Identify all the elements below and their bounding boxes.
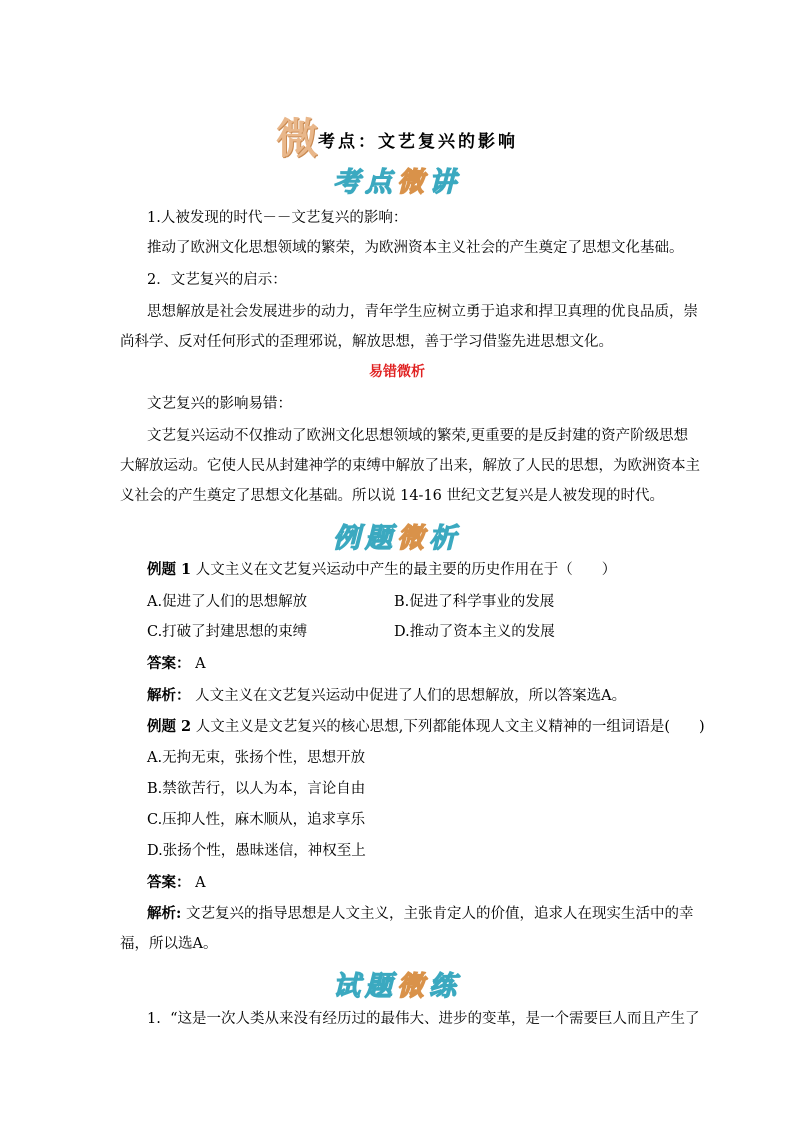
q2-explanation-label: 解析:: [147, 905, 182, 922]
q2-answer: [147, 873, 206, 893]
q2-option-a: A.无拘无束，张扬个性，思想开放: [147, 750, 366, 766]
q1-answer: [147, 654, 206, 674]
q1-option-a: A.促进了人们的思想解放: [147, 594, 308, 610]
q1-explanation-label: 解析：: [147, 687, 191, 704]
banner-liti-hl: 微: [397, 523, 429, 554]
kaodian-line-4: 思想解放是社会发展进步的动力，青年学生应树立勇于追求和捍卫真理的优良品质，崇: [147, 304, 698, 320]
q2-option-c: C.压抑人性，麻木顺从，追求享乐: [147, 812, 366, 828]
q2-option-d: D.张扬个性，愚昧迷信，神权至上: [147, 843, 366, 859]
q1-option-d: D.推动了资本主义的发展: [394, 624, 555, 640]
practice-question-1: [147, 1009, 699, 1029]
banner-kaodian-post: 讲: [429, 167, 461, 198]
q1-answer-label: 答案：: [147, 655, 191, 672]
q2-explanation-text-2: 福，所以选A。: [120, 936, 218, 952]
banner-shiti-hl: 微: [397, 971, 429, 1002]
q2-option-b: B.禁欲苦行，以人为本，言论自由: [147, 781, 366, 797]
yicuo-heading: 易错微析: [369, 364, 425, 380]
yicuo-line-2: 文艺复兴运动不仅推动了欧洲文化思想领域的繁荣,更重要的是反封建的资产阶级思想: [147, 428, 689, 444]
banner-kaodian-pre: 考点: [333, 167, 397, 198]
q1-option-b: B.促进了科学事业的发展: [394, 594, 555, 610]
q2-stem-text: 人文主义是文艺复兴的核心思想,下列都能体现人文主义精神的一组词语是( ): [191, 719, 705, 735]
q2-explanation: [147, 904, 693, 924]
practice-number: 1.: [147, 1011, 161, 1027]
yicuo-line-3: 大解放运动。它使人民从封建神学的束缚中解放了出来，解放了人民的思想，为欧洲资本主: [120, 458, 700, 474]
kaodian-line-3: 2．文艺复兴的启示：: [147, 272, 287, 288]
kaodian-line-5: 尚科学、反对任何形式的歪理邪说，解放思想，善于学习借鉴先进思想文化。: [120, 334, 613, 350]
practice-text: “这是一次人类从来没有经历过的最伟大、进步的变革，是一个需要巨人而且产生了: [170, 1011, 700, 1027]
title-text: 考点：文艺复兴的影响: [318, 132, 518, 152]
banner-shiti-pre: 试题: [333, 971, 397, 1002]
banner-shiti: [0, 964, 794, 1003]
q2-stem: [147, 717, 705, 737]
q2-answer-value: A: [190, 875, 206, 891]
q1-stem: [147, 560, 616, 580]
yicuo-line-4: 义社会的产生奠定了思想文化基础。所以说 14-16 世纪文艺复兴是人被发现的时代。: [120, 488, 665, 504]
banner-kaodian-hl: 微: [397, 167, 429, 198]
q1-label: 例题 1: [147, 561, 192, 578]
banner-liti-post: 析: [429, 523, 461, 554]
page-title: [0, 106, 794, 163]
banner-shiti-post: 练: [429, 971, 461, 1002]
banner-liti: [0, 516, 794, 555]
banner-kaodian: [0, 160, 794, 199]
q1-option-c: C.打破了封建思想的束缚: [147, 624, 308, 640]
banner-liti-pre: 例题: [333, 523, 397, 554]
title-wei-glyph: 微: [275, 114, 318, 163]
q2-label: 例题 2: [147, 718, 192, 735]
q1-explanation-text: 人文主义在文艺复兴运动中促进了人们的思想解放，所以答案选A。: [190, 688, 627, 704]
yicuo-line-1: 文艺复兴的影响易错：: [147, 396, 292, 412]
q1-stem-text: 人文主义在文艺复兴运动中产生的最主要的历史作用在于（ ）: [191, 562, 617, 578]
q1-answer-value: A: [190, 656, 206, 672]
q2-explanation-text-1: 文艺复兴的指导思想是人文主义，主张肯定人的价值，追求人在现实生活中的幸: [181, 906, 694, 922]
kaodian-line-2: 推动了欧洲文化思想领域的繁荣，为欧洲资本主义社会的产生奠定了思想文化基础。: [147, 240, 684, 256]
q1-explanation: [147, 686, 626, 706]
q2-answer-label: 答案：: [147, 874, 191, 891]
kaodian-line-1: 1.人被发现的时代－－文艺复兴的影响：: [147, 210, 408, 226]
